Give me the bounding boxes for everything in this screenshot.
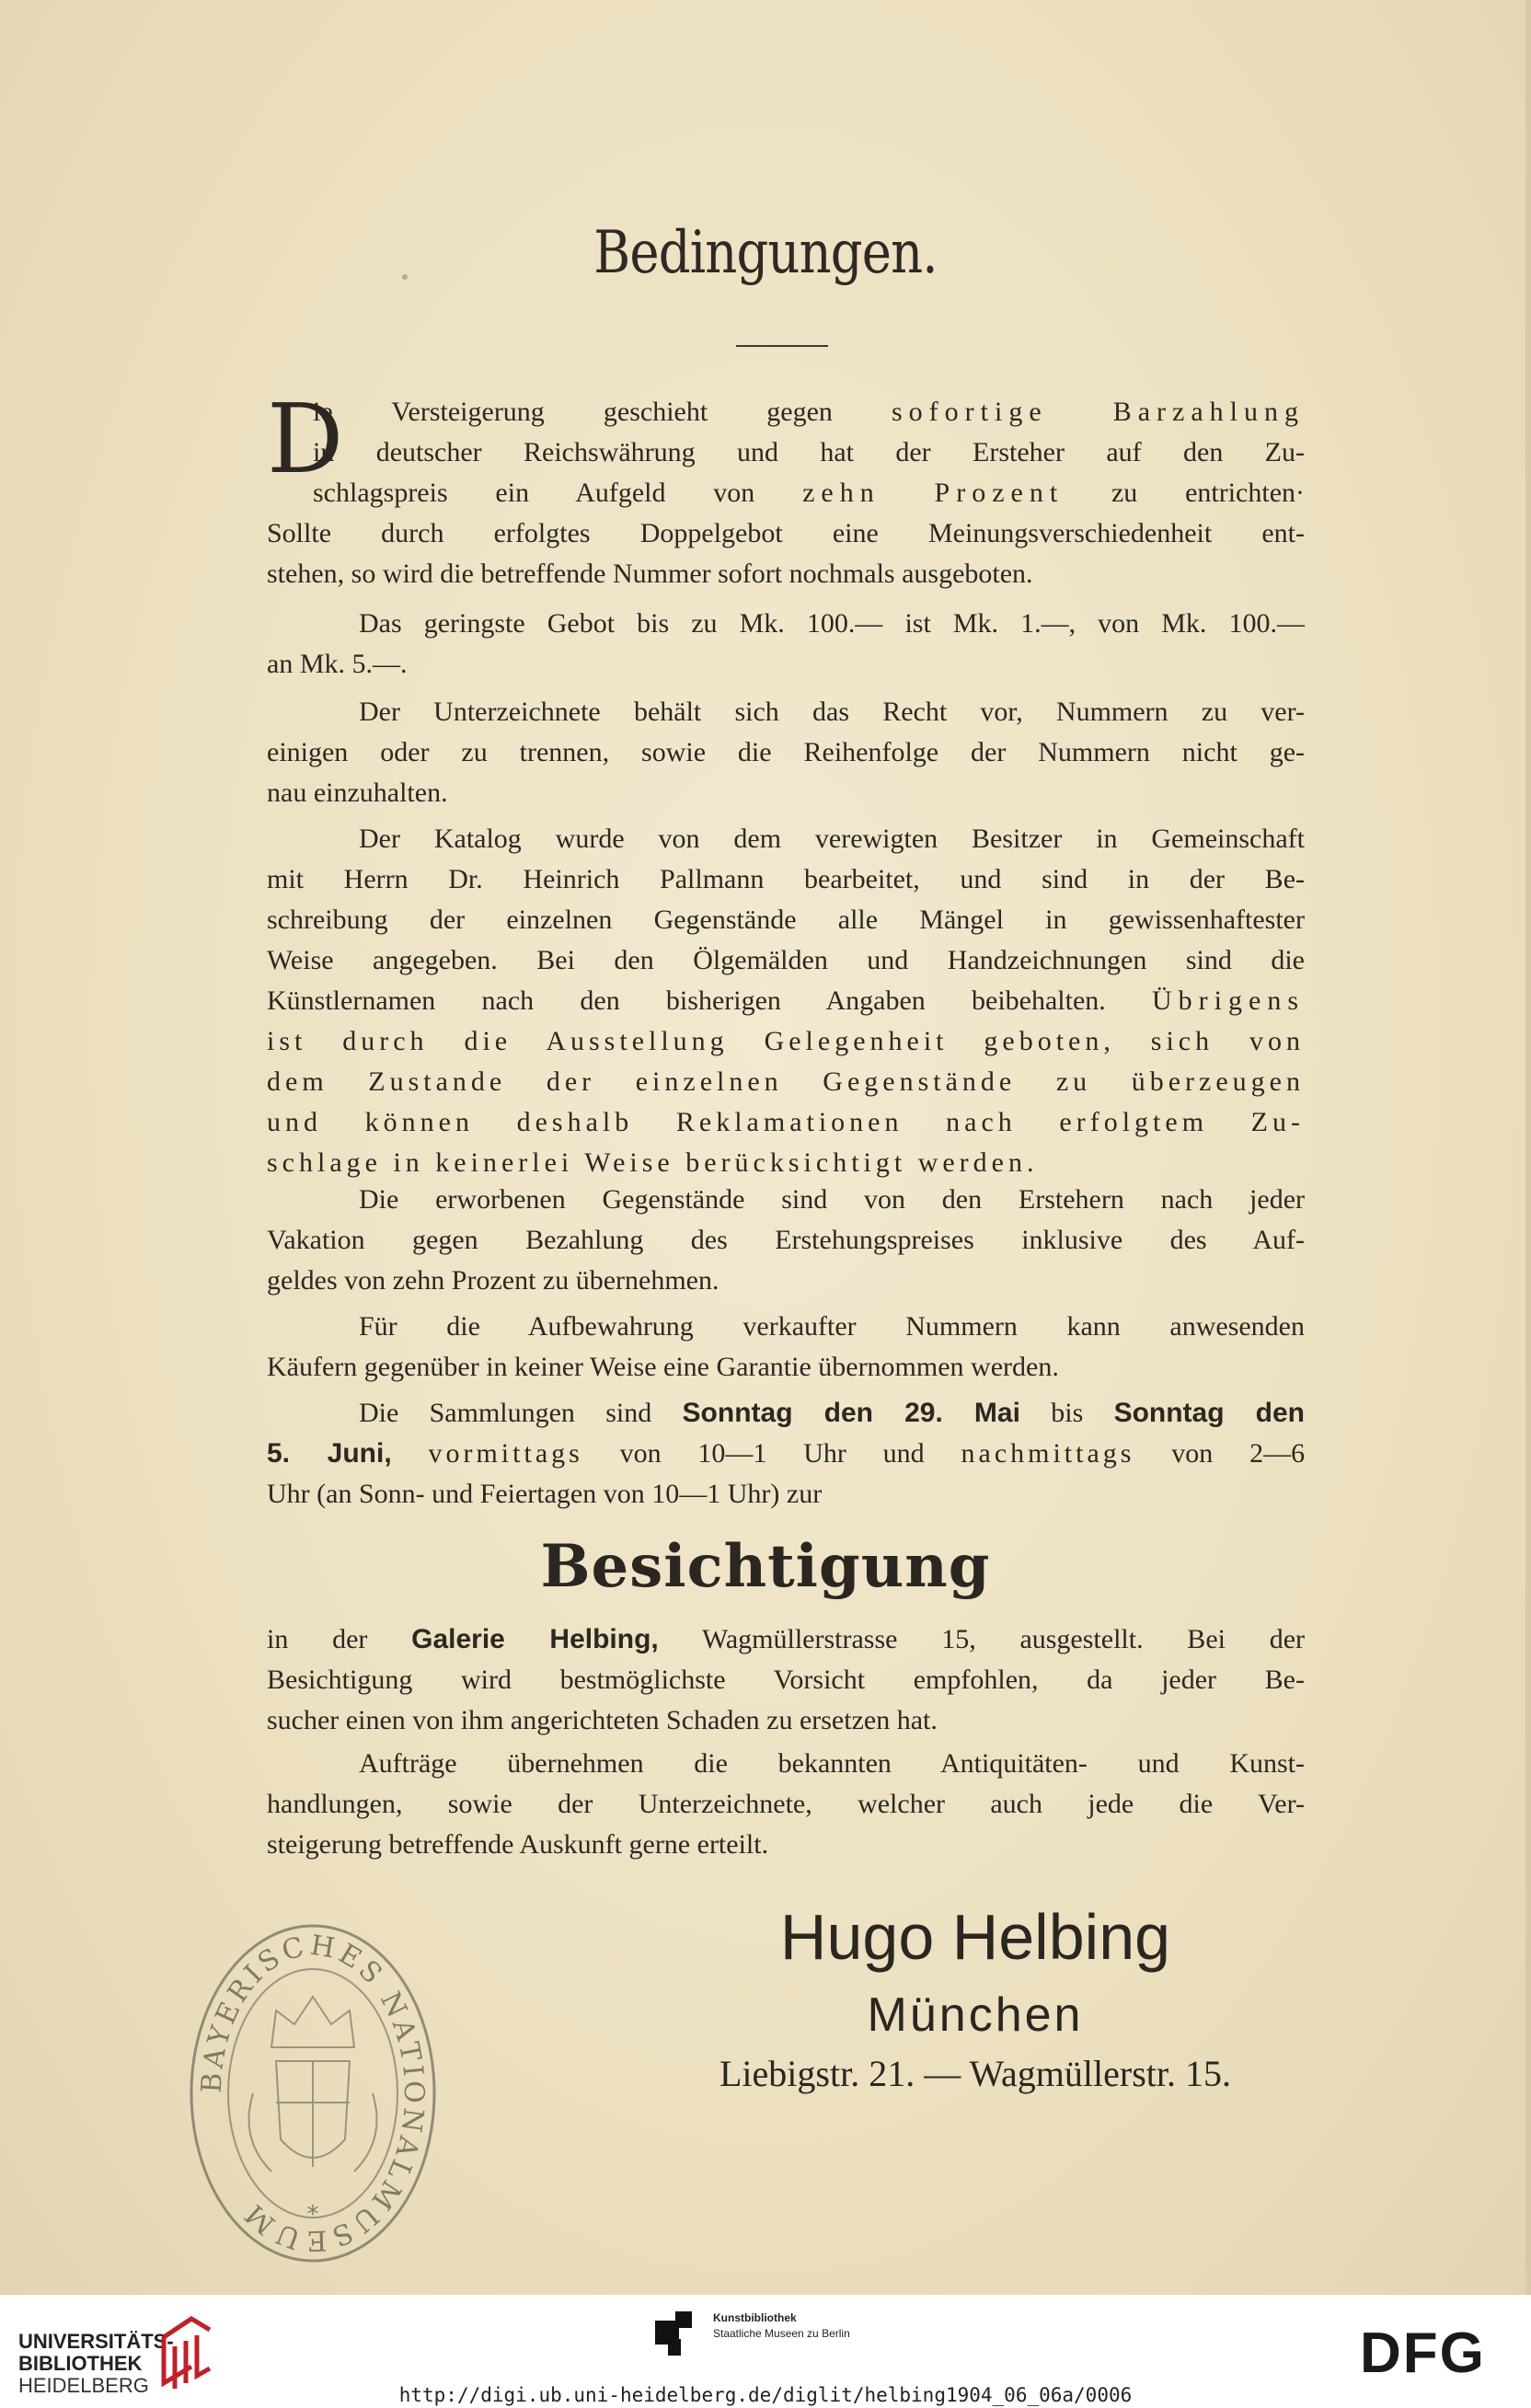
text-line: sucher einen von ihm angerichteten Schaden zu ersetzen hat. [267,1705,938,1735]
ub-line: BIBLIOTHEK [18,2352,143,2375]
text-line: steigerung betreffende Auskunft gerne erteilt. [267,1829,769,1860]
text-line [267,1393,1305,1434]
text-run: schlagspreis ein Aufgeld von [313,478,755,508]
source-url[interactable]: http://digi.ub.uni-heidelberg.de/diglit/helbing1904_06_06a/0006 [398,2384,1133,2406]
section-heading: Besichtigung [540,1532,991,1601]
signature-name: Hugo Helbing [779,1901,1171,1973]
text-line: und können deshalb Reklamationen nach erfolgtem Zu- [267,1107,1305,1137]
text-run: bis [1051,1398,1084,1428]
ub-line: UNIVERSITÄTS- [18,2330,174,2353]
stamp-text: BAYERISCHES NATIONALMUSEUM [195,1929,431,2257]
text-line: Der Unterzeichnete behält sich das Recht vor, Nummern zu ver- [359,697,1305,727]
text-line: Weise angegeben. Bei den Ölgemälden und Handzeichnungen sind die [267,945,1305,975]
emphasis-text: sofortige Barzahlung [892,397,1306,427]
text-line: Vakation gegen Bezahlung des Erstehungspreises inklusive des Auf- [267,1225,1305,1255]
paragraph-reservation [267,692,1305,813]
text-line [267,1434,1305,1474]
paragraph-orders [267,1744,1305,1865]
text-line: dem Zustande der einzelnen Gegenstände zu überzeugen [267,1066,1305,1097]
text-line [267,981,1305,1021]
signature-city: München [867,1988,1084,2042]
paragraph-pickup [267,1180,1305,1301]
text-run: Künstlernamen nach den bisherigen Angaben beibehalten. [267,985,1106,1016]
kb-line: Kunstbibliothek [713,2311,797,2324]
svg-text:*: * [306,2201,319,2229]
paragraph-catalog [267,819,1305,1183]
paragraph-bids [267,604,1305,685]
signature-address: Liebigstr. 21. — Wagmüllerstr. 15. [719,2053,1231,2094]
ub-heidelberg-logo-icon [155,2310,215,2392]
text-run: von 10—1 Uhr und [619,1438,925,1469]
gallery-name: Galerie Helbing, [411,1624,659,1654]
kunstbibliothek-logo-icon [651,2311,699,2359]
text-line: in deutscher Reichswährung und hat der Ersteher auf den Zu- [313,437,1305,467]
text-line: Uhr (an Sonn- und Feiertagen von 10—1 Uhr) zur [267,1479,823,1509]
text-line: einigen oder zu trennen, sowie die Reihenfolge der Nummern nicht ge- [267,737,1305,767]
kb-line: Staatliche Museen zu Berlin [713,2327,850,2340]
paragraph-gallery [267,1619,1305,1741]
emphasis-text: Übrigens [1152,985,1305,1016]
text-line: schlage in keinerlei Weise berücksichtigt werden. [267,1147,1039,1178]
date-text: Sonntag den [1113,1398,1306,1428]
date-text: Sonntag den 29. Mai [682,1398,1020,1428]
text-line: stehen, so wird die betreffende Nummer sofort nochmals ausgeboten. [267,559,1033,589]
title-rule [736,345,828,347]
text-line [267,1619,1305,1660]
text-line: schreibung der einzelnen Gegenstände alle Mängel in gewissenhaftester [267,904,1305,935]
page-title: Bedingungen. [593,219,938,287]
text-line: Der Katalog wurde von dem verewigten Besitzer in Gemeinschaft [359,824,1305,854]
text-run: in der [267,1624,368,1654]
text-line: Das geringste Gebot bis zu Mk. 100.— ist Mk. 1.—, von Mk. 100.— [359,608,1305,639]
text-line [267,473,1305,513]
paragraph-payment [267,383,1306,594]
text-run: zu entrichten· [1111,478,1306,508]
drop-cap: D [267,383,344,495]
emphasis-text: nachmittags [961,1438,1135,1469]
text-line [267,392,1305,432]
text-line: nau einzuhalten. [267,778,448,808]
emphasis-text: zehn Prozent [802,478,1065,508]
text-line: handlungen, sowie der Unterzeichnete, welcher auch jede die Ver- [267,1789,1305,1819]
text-line: geldes von zehn Prozent zu übernehmen. [267,1265,719,1296]
text-run: ie Versteigerung geschieht gegen [313,397,833,427]
ub-line: HEIDELBERG [18,2374,149,2397]
text-line: mit Herrn Dr. Heinrich Pallmann bearbeitet, und sind in der Be- [267,864,1305,894]
paragraph-viewing-dates [267,1393,1305,1515]
text-line: Aufträge übernehmen die bekannten Antiquitäten- und Kunst- [359,1748,1305,1779]
text-line: an Mk. 5.—. [267,649,408,679]
text-line: Sollte durch erfolgtes Doppelgebot eine Meinungsverschiedenheit ent- [267,518,1305,548]
text-line: Besichtigung wird bestmöglichste Vorsicht empfohlen, da jeder Be- [267,1665,1305,1695]
kunstbibliothek-label [713,2310,850,2342]
date-text: 5. Juni, [267,1438,392,1469]
text-run: Die Sammlungen sind [359,1398,652,1428]
paragraph-storage [267,1307,1305,1388]
text-run: von 2—6 [1171,1438,1306,1469]
text-line: Für die Aufbewahrung verkaufter Nummern kann anwesenden [359,1311,1305,1342]
text-run: Wagmüllerstrasse 15, ausgestellt. Bei der [701,1624,1306,1654]
text-line: Die erworbenen Gegenstände sind von den Erstehern nach jeder [359,1184,1305,1215]
text-line: ist durch die Ausstellung Gelegenheit geboten, sich von [267,1026,1305,1056]
emphasis-text: vormittags [428,1438,583,1469]
text-line: Käufern gegenüber in keiner Weise eine Garantie übernommen werden. [267,1352,1059,1382]
dfg-logo: DFG [1360,2322,1486,2385]
